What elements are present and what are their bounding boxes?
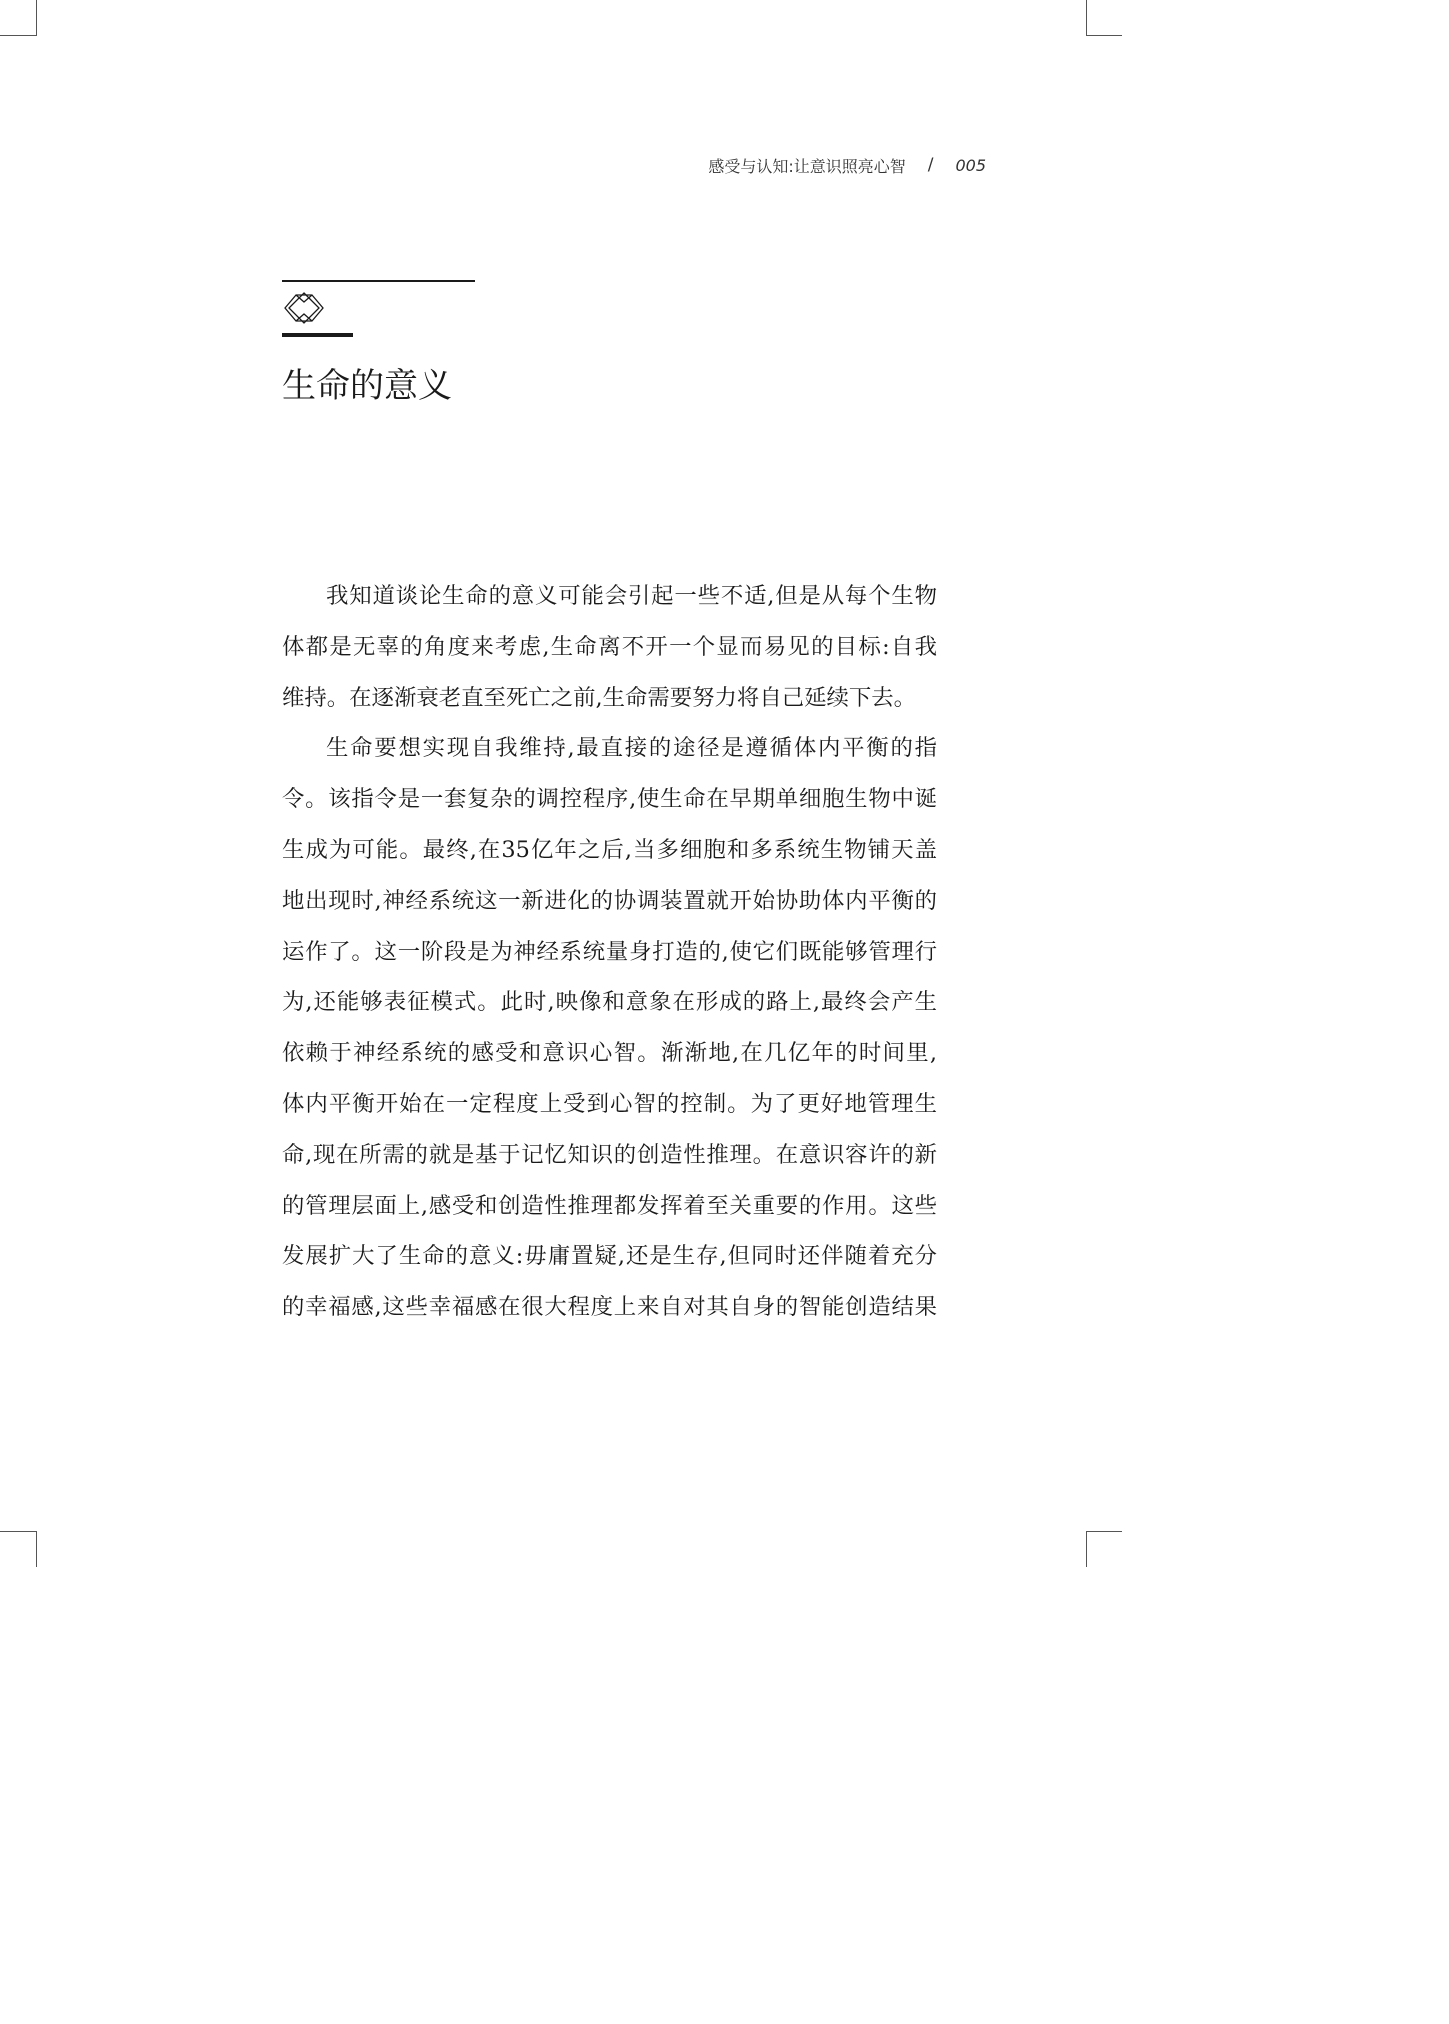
text-line: 运作了。这一阶段是为神经系统量身打造的,使它们既能够管理行 (282, 938, 937, 965)
running-head (708, 152, 986, 178)
crop-mark-bottom-right-horizontal (1086, 1531, 1122, 1532)
section-title: 生命的意义 (282, 366, 452, 406)
paragraph (282, 571, 937, 723)
text-line: 我知道谈论生命的意义可能会引起一些不适,但是从每个生物 (326, 583, 937, 609)
crop-mark-top-left-horizontal (0, 35, 37, 36)
diamond-ornament-icon (282, 290, 326, 326)
text-line: 生成为可能。最终,在35亿年之后,当多细胞和多系统生物铺天盖 (282, 836, 937, 863)
crop-mark-top-right-vertical (1086, 0, 1087, 36)
text-line: 依赖于神经系统的感受和意识心智。渐渐地,在几亿年的时间里, (282, 1040, 937, 1067)
page-number: 005 (955, 155, 986, 175)
section-short-rule (282, 333, 353, 337)
crop-mark-bottom-right-vertical (1086, 1531, 1087, 1567)
running-head-separator: / (927, 155, 934, 175)
text-line: 生命要想实现自我维持,最直接的途径是遵循体内平衡的指 (326, 735, 937, 762)
body-text (282, 571, 937, 1333)
text-line: 地出现时,神经系统这一新进化的协调装置就开始协助体内平衡的 (282, 887, 937, 914)
text-line: 命,现在所需的就是基于记忆知识的创造性推理。在意识容许的新 (282, 1141, 937, 1168)
crop-mark-top-right-horizontal (1086, 35, 1122, 36)
crop-mark-bottom-left-horizontal (0, 1531, 37, 1532)
text-line: 体都是无辜的角度来考虑,生命离不开一个显而易见的目标:自我 (282, 633, 937, 660)
paragraph (282, 723, 937, 1333)
crop-mark-bottom-left-vertical (36, 1531, 37, 1567)
section-top-rule (282, 280, 475, 282)
crop-mark-top-left-vertical (36, 0, 37, 36)
text-line: 体内平衡开始在一定程度上受到心智的控制。为了更好地管理生 (282, 1090, 937, 1117)
text-line: 维持。在逐渐衰老直至死亡之前,生命需要努力将自己延续下去。 (282, 684, 917, 711)
text-line: 的幸福感,这些幸福感在很大程度上来自对其自身的智能创造结果 (282, 1294, 937, 1321)
text-line: 发展扩大了生命的意义:毋庸置疑,还是生存,但同时还伴随着充分 (282, 1243, 937, 1270)
text-line: 令。该指令是一套复杂的调控程序,使生命在早期单细胞生物中诞 (282, 786, 937, 813)
text-line: 为,还能够表征模式。此时,映像和意象在形成的路上,最终会产生 (282, 989, 937, 1016)
running-head-title: 感受与认知:让意识照亮心智 (708, 156, 906, 176)
text-line: 的管理层面上,感受和创造性推理都发挥着至关重要的作用。这些 (282, 1192, 937, 1219)
